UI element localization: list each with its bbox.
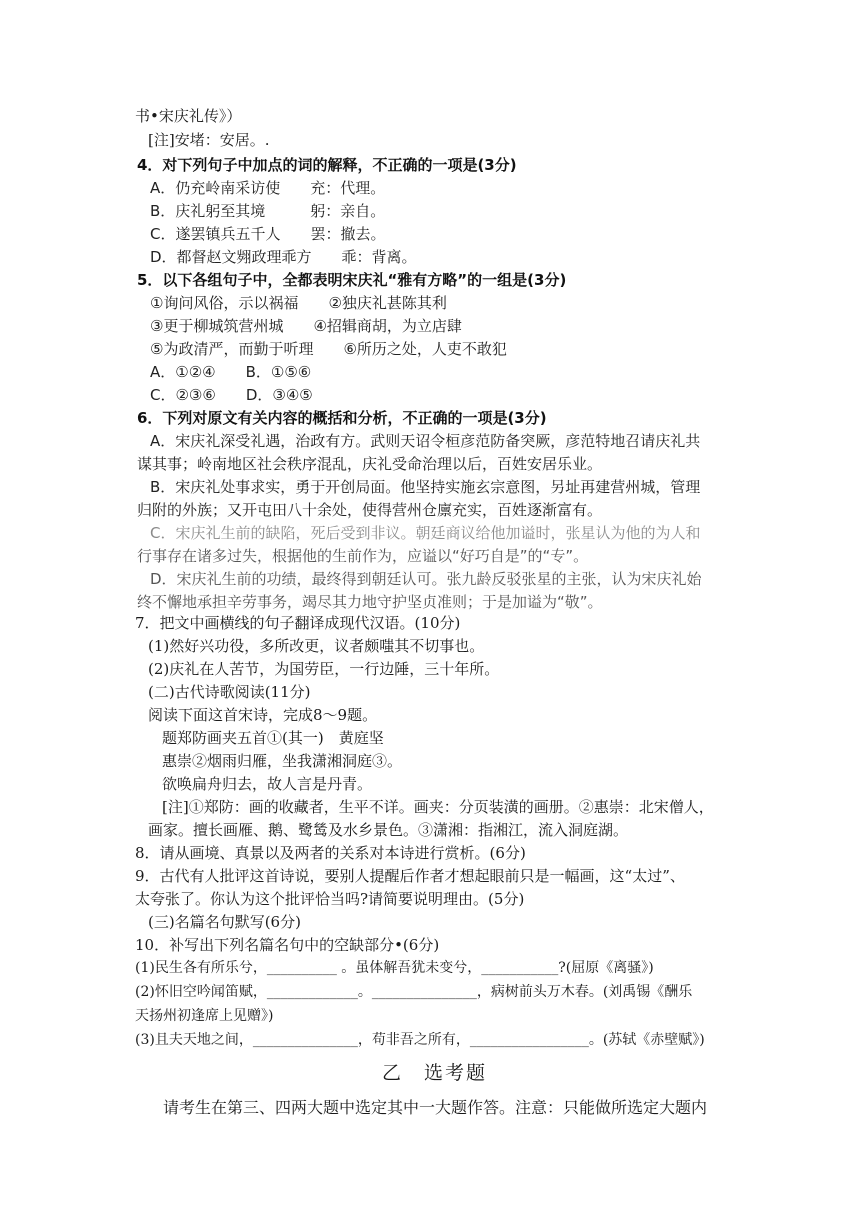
q4-option-b: B．庆礼躬至其境 躬：亲自。 (150, 202, 386, 220)
q5-items-3-4: ③更于柳城筑营州城 ④招辑商胡，为立店肆 (150, 317, 462, 335)
section-dictation-heading: (三)名篇名句默写(6分) (148, 913, 301, 931)
q6-option-b-line2: 归附的外族；又开屯田八十余处，使得营州仓廪充实，百姓逐渐富有。 (137, 501, 603, 519)
elective-instruction: 请考生在第三、四两大题中选定其中一大题作答。注意：只能做所选定大题内 (163, 1098, 708, 1117)
poem-line-2: 欲唤扁舟归去，故人言是丹青。 (162, 775, 373, 793)
elective-section-heading: 乙 选考题 (382, 1062, 488, 1084)
q5-options-cd: C．②③⑥ D．③④⑤ (150, 386, 313, 404)
q6-option-c-line1: C．宋庆礼生前的缺陷，死后受到非议。朝廷商议给他加谥时，张星认为他的为人和 (150, 524, 701, 542)
q10-item-3: (3)且夫天地之间，_______________，苟非吾之所有，_________________。(苏轼《赤壁赋》) (135, 1032, 705, 1048)
question-10: 10．补写出下列名篇名句中的空缺部分•(6分) (135, 936, 440, 954)
q7-sentence-2: (2)庆礼在人苦节，为国劳臣，一行边陲，三十年所。 (148, 660, 500, 678)
q6-option-a-line1: A．宋庆礼深受礼遇，治政有方。武则天诏令桓彦范防备突厥，彦范特地召请庆礼共 (150, 432, 701, 450)
section-poetry-heading: (二)古代诗歌阅读(11分) (148, 683, 311, 701)
question-4: 4．对下列句子中加点的词的解释，不正确的一项是(3分) (137, 156, 517, 174)
q4-option-c: C．遂罢镇兵五千人 罢：撤去。 (150, 225, 386, 243)
q6-option-d-line2: 终不懈地承担辛劳事务，竭尽其力地守护坚贞准则；于是加谥为“敬”。 (137, 593, 603, 611)
question-6: 6．下列对原文有关内容的概括和分析，不正确的一项是(3分) (137, 409, 547, 427)
poem-note-line1: [注]①郑防：画的收藏者，生平不详。画夹：分页装潢的画册。②惠崇：北宋僧人， (162, 798, 714, 816)
question-9-line1: 9．古代有人批评这首诗说，要别人提醒后作者才想起眼前只是一幅画，这“太过”、 (135, 867, 685, 885)
q6-option-d-line1: D．宋庆礼生前的功绩，最终得到朝廷认可。张九龄反驳张星的主张，认为宋庆礼始 (150, 570, 702, 588)
q5-items-5-6: ⑤为政清严，而勤于听理 ⑥所历之处，人吏不敢犯 (150, 340, 507, 358)
q6-option-c-line2: 行事存在诸多过失，根据他的生前作为，应谥以“好巧自是”的“专”。 (137, 547, 589, 565)
q5-items-1-2: ①询问风俗，示以祸福 ②独庆礼甚陈其利 (150, 294, 447, 312)
poem-note-line2: 画家。擅长画雁、鹅、鹭鸶及水乡景色。③潇湘：指湘江，流入洞庭湖。 (148, 821, 629, 839)
q4-option-d: D．都督赵文翙政理乖方 乖：背离。 (150, 248, 417, 266)
question-9-line2: 太夸张了。你认为这个批评恰当吗?请简要说明理由。(5分) (135, 890, 525, 908)
citation-end: 书•宋庆礼传》） (135, 107, 242, 125)
q5-options-ab: A．①②④ B．①⑤⑥ (150, 363, 312, 381)
annotation-note: [注]安堵：安居。. (148, 131, 270, 149)
poetry-instruction: 阅读下面这首宋诗，完成8～9题。 (148, 706, 378, 724)
poem-line-1: 惠崇②烟雨归雁，坐我潇湘洞庭③。 (162, 752, 403, 770)
poem-title: 题郑防画夹五首①(其一) 黄庭坚 (162, 729, 384, 747)
question-7: 7．把文中画横线的句子翻译成现代汉语。(10分) (135, 614, 461, 632)
q10-item-2-line2: 天扬州初逢席上见赠》) (135, 1008, 274, 1024)
question-5: 5．以下各组句子中，全都表明宋庆礼“雅有方略”的一组是(3分) (137, 271, 567, 289)
question-8: 8．请从画境、真景以及两者的关系对本诗进行赏析。(6分) (135, 844, 526, 862)
q6-option-a-line2: 谋其事；岭南地区社会秩序混乱，庆礼受命治理以后，百姓安居乐业。 (137, 455, 603, 473)
q6-option-b-line1: B．宋庆礼处事求实，勇于开创局面。他坚持实施玄宗意图，另址再建营州城，管理 (150, 478, 701, 496)
q10-item-2-line1: (2)怀旧空吟闻笛赋，_____________。_______________，病树前头万木春。(刘禹锡《酬乐 (135, 984, 693, 1000)
q10-item-1: (1)民生各有所乐兮，__________ 。虽体解吾犹未变兮，___________?(屈原《离骚》) (135, 960, 654, 976)
q7-sentence-1: (1)然好兴功役，多所改更，议者颇嗤其不切事也。 (148, 637, 485, 655)
q4-option-a: A．仍充岭南采访使 充：代理。 (150, 179, 386, 197)
